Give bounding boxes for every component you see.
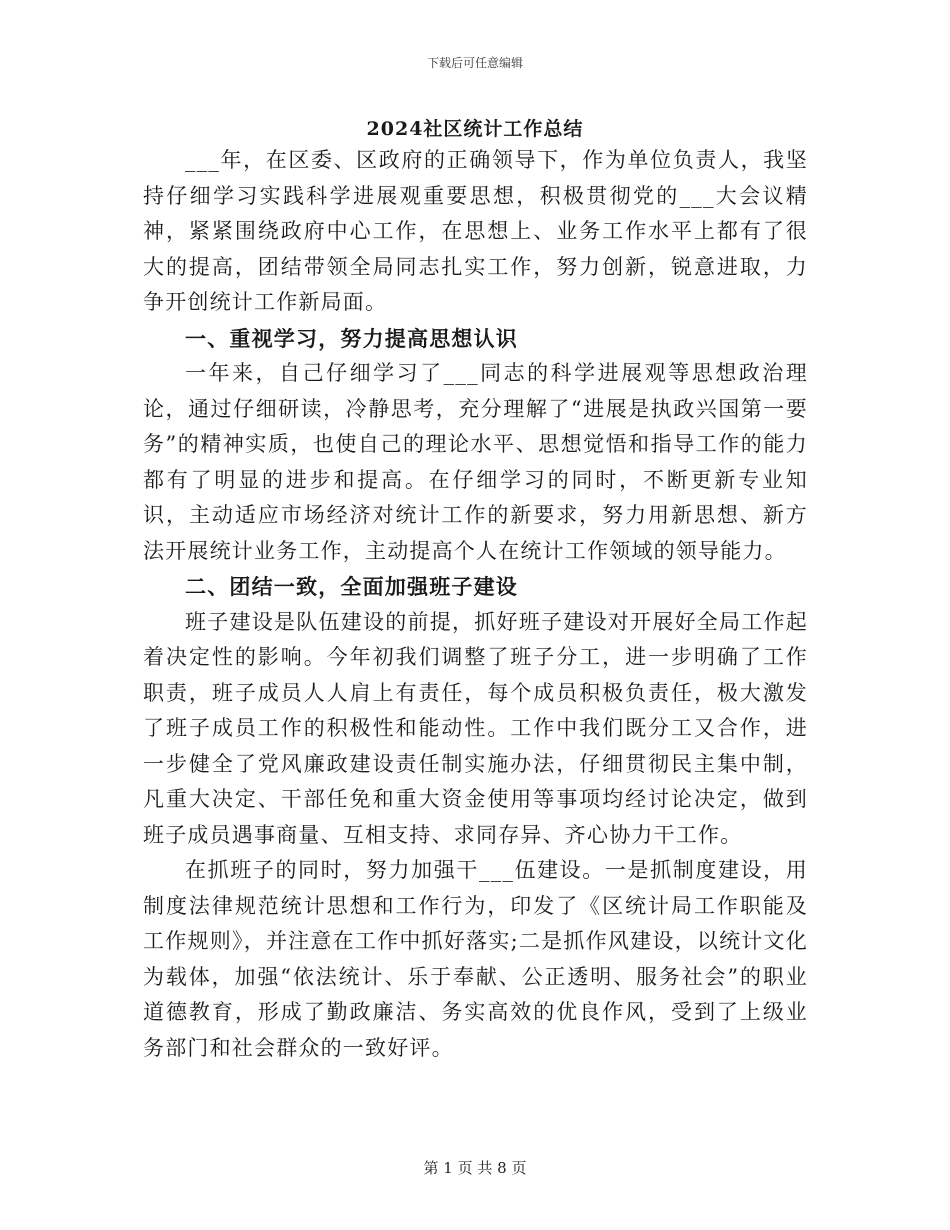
header-note: 下载后可任意编辑 bbox=[426, 56, 523, 70]
page-footer: 第 1 页 共 8 页 bbox=[423, 1159, 527, 1177]
paragraph-team: 班子建设是队伍建设的前提，抓好班子建设对开展好全局工作起着决定性的影响。今年初我们调整了班子分工，进一步明确了工作职责，班子成员人人肩上有责任，每个成员积极负责任，极大激发了班子成员工作的积极性和能动性。工作中我们既分工又合作，进一步健全了党风廉政建设责任制实施办法，仔细贯彻民主集中制，凡重大决定、干部任免和重大资金使用等事项均经讨论决定，做到班子成员遇事商量、互相支持、求同存异、齐心协力干工作。 bbox=[143, 609, 808, 847]
section-heading-1: 一、重视学习，努力提高思想认识 bbox=[185, 325, 518, 351]
paragraph-staff: 在抓班子的同时，努力加强干___伍建设。一是抓制度建设，用制度法律规范统计思想和工作行为，印发了《区统计局工作职能及工作规则》，并注意在工作中抓好落实;二是抓作风建设，以统计文化为载体，加强“依法统计、乐于奉献、公正透明、服务社会”的职业道德教育，形成了勤政廉洁、务实高效的优良作风，受到了上级业务部门和社会群众的一致好评。 bbox=[143, 858, 808, 1060]
paragraph-study: 一年来，自己仔细学习了___同志的科学进展观等思想政治理论，通过仔细研读，冷静思考，充分理解了“进展是执政兴国第一要务”的精神实质，也使自己的理论水平、思想觉悟和指导工作的能力都有了明显的进步和提高。在仔细学习的同时，不断更新专业知识，主动适应市场经济对统计工作的新要求，努力用新思想、新方法开展统计业务工作，主动提高个人在统计工作领域的领导能力。 bbox=[143, 361, 808, 563]
section-heading-2: 二、团结一致，全面加强班子建设 bbox=[185, 574, 518, 599]
document-title: 2024社区统计工作总结 bbox=[366, 118, 584, 140]
document-body bbox=[143, 143, 808, 1066]
paragraph-intro: ___年，在区委、区政府的正确领导下，作为单位负责人，我坚持仔细学习实践科学进展观重要思想，积极贯彻党的___大会议精神，紧紧围绕政府中心工作，在思想上、业务工作水平上都有了很大的提高，团结带领全局同志扎实工作，努力创新，锐意进取，力争开创统计工作新局面。 bbox=[143, 148, 808, 314]
